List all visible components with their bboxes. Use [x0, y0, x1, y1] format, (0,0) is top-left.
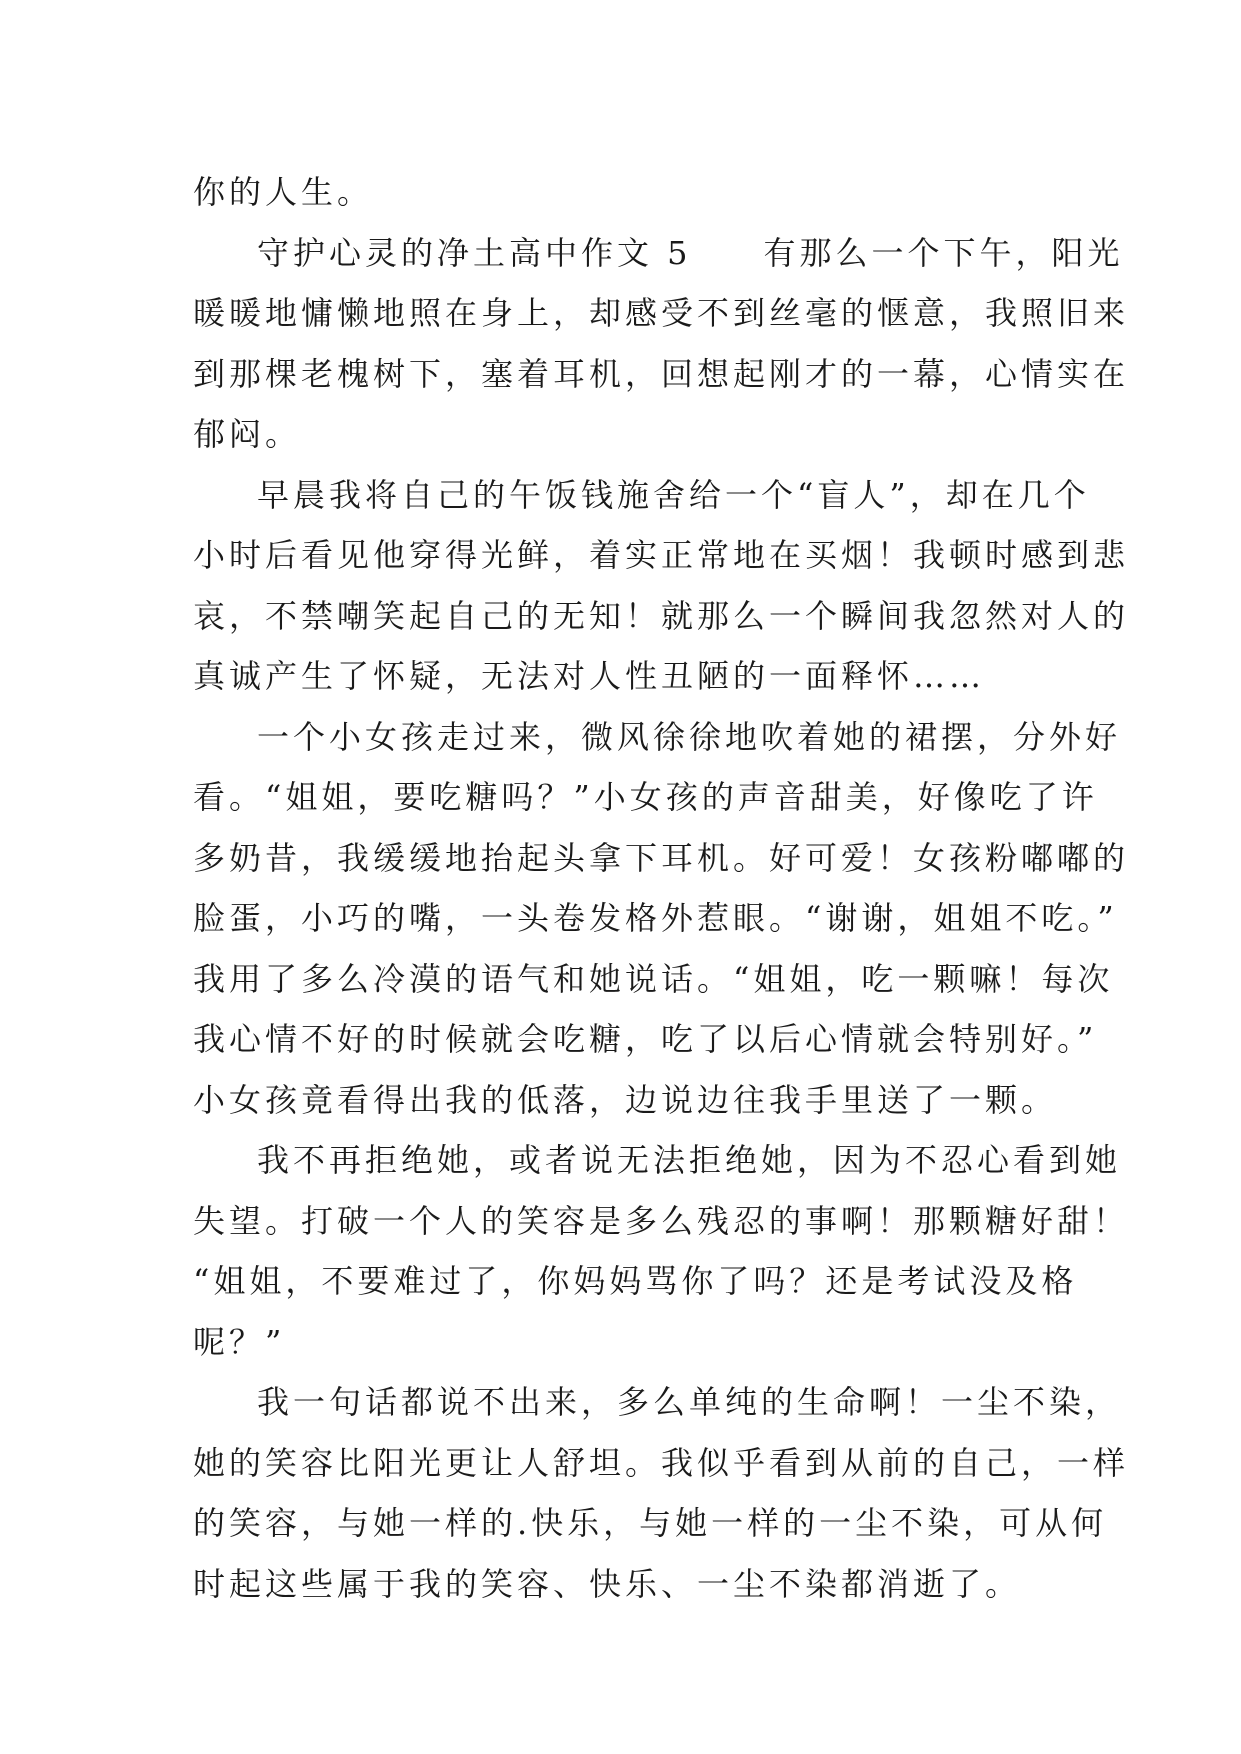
text-line: 我心情不好的时候就会吃糖，吃了以后心情就会特别好。”: [193, 1020, 1098, 1058]
text-line: 多奶昔，我缓缓地抬起头拿下耳机。好可爱！女孩粉嘟嘟的: [193, 838, 1130, 877]
text-line: 我不再拒绝她，或者说无法拒绝她，因为不忍心看到她: [257, 1141, 1122, 1179]
text-line: 她的笑容比阳光更让人舒坦。我似乎看到从前的自己，一样: [193, 1443, 1130, 1482]
text-line: 脸蛋，小巧的嘴，一头卷发格外惹眼。“谢谢，姐姐不吃。”: [193, 899, 1118, 937]
text-line: 看。“姐姐，要吃糖吗？”小女孩的声音甜美，好像吃了许: [193, 778, 1098, 816]
text-line: 一个小女孩走过来，微风徐徐地吹着她的裙摆，分外好: [257, 717, 1122, 756]
text-line: 失望。打破一个人的笑容是多么残忍的事啊！那颗糖好甜！: [193, 1201, 1130, 1240]
essay-text: [193, 162, 1130, 1614]
text-line: 我用了多么冷漠的语气和她说话。“姐姐，吃一颗嘛！每次: [193, 959, 1114, 998]
text-line: 真诚产生了怀疑，无法对人性丑陋的一面释怀……: [193, 657, 986, 695]
text-line: 小时后看见他穿得光鲜，着实正常地在买烟！我顿时感到悲: [193, 536, 1130, 574]
text-line: 小女孩竟看得出我的低落，边说边往我手里送了一颗。: [193, 1080, 1058, 1119]
text-line: 郁闷。: [193, 415, 302, 453]
text-line: 呢？”: [193, 1322, 286, 1361]
text-line: 到那棵老槐树下，塞着耳机，回想起刚才的一幕，心情实在: [193, 354, 1130, 393]
text-line: 哀，不禁嘲笑起自己的无知！就那么一个瞬间我忽然对人的: [193, 596, 1130, 635]
text-line: 我一句话都说不出来，多么单纯的生命啊！一尘不染，: [257, 1383, 1122, 1421]
text-line: 守护心灵的净土高中作文 5 有那么一个下午，阳光: [257, 233, 1124, 272]
text-line: 时起这些属于我的笑容、快乐、一尘不染都消逝了。: [193, 1564, 1022, 1603]
text-line: 的笑容，与她一样的.快乐，与她一样的一尘不染，可从何: [193, 1504, 1108, 1542]
text-line: 早晨我将自己的午饭钱施舍给一个“盲人”，却在几个: [257, 475, 1090, 514]
text-line: “姐姐，不要难过了，你妈妈骂你了吗？还是考试没及格: [193, 1262, 1078, 1300]
text-line: 你的人生。: [193, 173, 374, 211]
text-line: 暖暖地慵懒地照在身上，却感受不到丝毫的惬意，我照旧来: [193, 294, 1130, 332]
